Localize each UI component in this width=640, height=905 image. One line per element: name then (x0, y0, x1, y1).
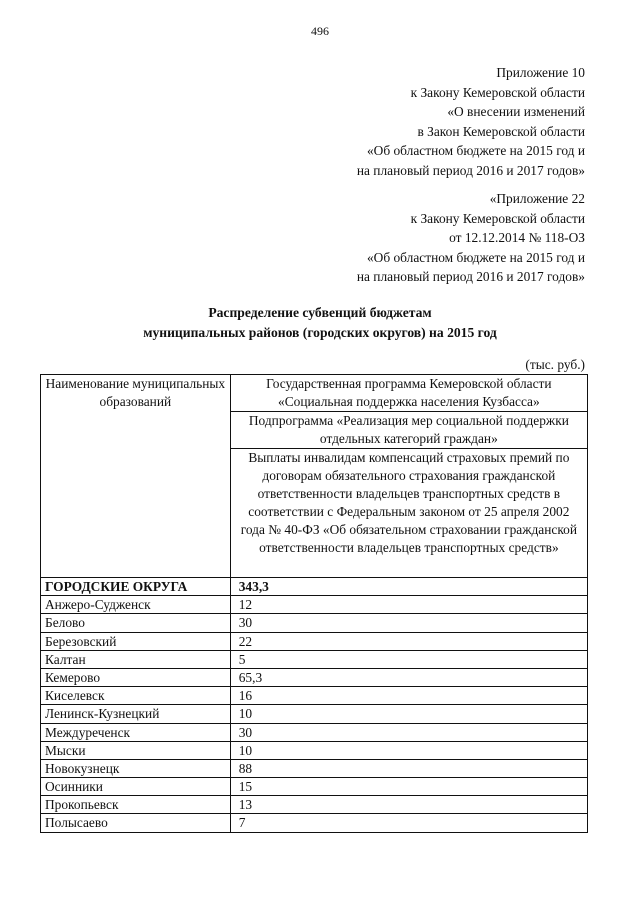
title-line: муниципальных районов (городских округов) на 2015 год (143, 325, 497, 340)
subsidy-value: 343,3 (230, 578, 587, 596)
subsidy-table (40, 374, 588, 833)
subsidy-value: 30 (230, 614, 587, 632)
appendix-line: Приложение 10 (496, 65, 585, 80)
table-row (41, 596, 588, 614)
subsidy-value: 22 (230, 632, 587, 650)
subsidy-value: 88 (230, 759, 587, 777)
unit-label: (тыс. руб.) (525, 357, 585, 372)
page-number: 496 (311, 24, 329, 38)
appendix-line: «Приложение 22 (489, 191, 585, 206)
table-row (41, 578, 588, 596)
table-row (41, 650, 588, 668)
table-row (41, 796, 588, 814)
municipality-name: Калтан (41, 650, 231, 668)
appendix-line: к Закону Кемеровской области (410, 84, 585, 100)
municipality-name: Мыски (41, 741, 231, 759)
table-row (41, 614, 588, 632)
subsidy-value: 65,3 (230, 668, 587, 686)
table-row (41, 759, 588, 777)
table-row (41, 632, 588, 650)
appendix-line: «Об областном бюджете на 2015 год и (366, 143, 585, 158)
subsidy-value: 7 (230, 814, 587, 832)
document-title (0, 303, 640, 343)
subsidy-value: 15 (230, 778, 587, 796)
table-row (41, 723, 588, 741)
subsidy-value: 16 (230, 687, 587, 705)
municipality-name: Прокопьевск (41, 796, 231, 814)
appendix-line: от 12.12.2014 № 118-ОЗ (449, 230, 585, 245)
appendix-line: «О внесении изменений (447, 104, 585, 119)
municipality-name: Кемерово (41, 668, 231, 686)
municipality-name: Березовский (41, 632, 231, 650)
appendix-header-2 (357, 189, 585, 287)
table-row (41, 741, 588, 759)
appendix-line: на плановый период 2016 и 2017 годов» (356, 162, 585, 178)
subsidy-value: 10 (230, 705, 587, 723)
header-payment: Выплаты инвалидам компенсаций страховых премий по договорам обязательного страхования гражданской ответственности владельцев транспортных средств в соответствии с Федеральным законом от 25 апреля 2002 года № 40-ФЗ «Об обязательном страховании гражданской ответственности владельцев транспортных средств» (230, 449, 587, 578)
municipality-name: Осинники (41, 778, 231, 796)
appendix-header-1 (357, 63, 585, 180)
table-row (41, 705, 588, 723)
municipality-name: Междуреченск (41, 723, 231, 741)
header-municipality: Наименование муниципальных образований (41, 375, 231, 578)
table-row (41, 687, 588, 705)
municipality-name: Ленинск-Кузнецкий (41, 705, 231, 723)
subsidy-value: 13 (230, 796, 587, 814)
appendix-line: в Закон Кемеровской области (417, 123, 585, 139)
appendix-line: «Об областном бюджете на 2015 год и (366, 249, 585, 265)
header-program: Государственная программа Кемеровской области «Социальная поддержка населения Кузбасса» (230, 375, 587, 412)
subsidy-value: 30 (230, 723, 587, 741)
subsidy-value: 12 (230, 596, 587, 614)
municipality-name: ГОРОДСКИЕ ОКРУГА (41, 578, 231, 596)
municipality-name: Полысаево (41, 814, 231, 832)
title-line: Распределение субвенций бюджетам (208, 305, 432, 320)
table-row (41, 668, 588, 686)
header-subprogram: Подпрограмма «Реализация мер социальной поддержки отдельных категорий граждан» (230, 412, 587, 449)
subsidy-value: 10 (230, 741, 587, 759)
municipality-name: Киселевск (41, 687, 231, 705)
municipality-name: Новокузнецк (41, 759, 231, 777)
table-header-row (41, 375, 588, 412)
municipality-name: Анжеро-Судженск (41, 596, 231, 614)
municipality-name: Белово (41, 614, 231, 632)
appendix-line: на плановый период 2016 и 2017 годов» (356, 269, 585, 284)
table-row (41, 778, 588, 796)
appendix-line: к Закону Кемеровской области (410, 210, 585, 226)
table-row (41, 814, 588, 832)
subsidy-value: 5 (230, 650, 587, 668)
